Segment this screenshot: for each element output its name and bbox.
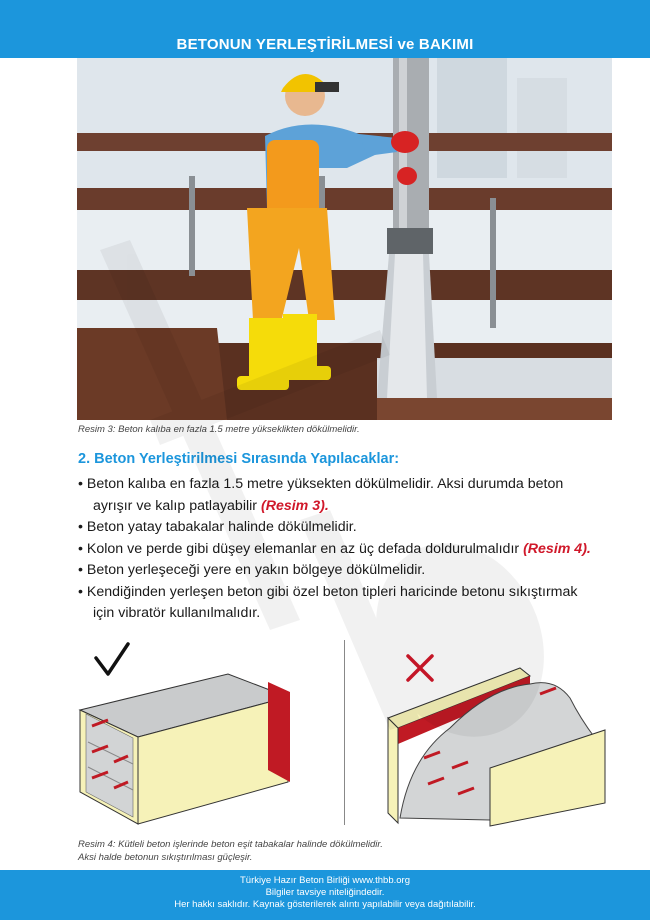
list-item: • Beton yatay tabakalar halinde dökülmelidir. [78,519,357,535]
checkmark-icon [96,644,128,674]
page-footer [0,870,650,920]
cross-icon [408,656,432,680]
page-header [0,0,650,58]
correct-layered-pour-illustration [78,642,340,830]
list-item-continuation: için vibratör kullanılmalıdır. [93,605,261,621]
list-item-continuation: ayrışır ve kalıp patlayabilir (Resim 3). [93,497,329,514]
footer-rights: Her hakkı saklıdır. Kaynak gösterilerek alıntı yapılabilir veya dağıtılabilir. [174,899,476,910]
reference-link: (Resim 4). [523,540,591,557]
list-item: • Kendiğinden yerleşen beton gibi özel beton tipleri haricinde betonu sıkıştırmak [78,583,578,600]
figure-divider [344,640,345,825]
figure-3-caption: Resim 3: Beton kalıba en fazla 1.5 metre yükseklikten dökülmelidir. [78,424,360,435]
reference-link: (Resim 3). [260,497,329,514]
incorrect-pour-illustration [380,648,615,828]
list-item: • Kolon ve perde gibi düşey elemanlar en az üç defada doldurulmalıdır (Resim 4). [78,540,591,557]
footer-disclaimer: Bilgiler tavsiye niteliğindedir. [265,887,385,898]
figure-4-caption: Resim 4: Kütleli beton işlerinde beton eşit tabakalar halinde dökülmelidir. Aksi halde betonun sıkıştırılması güçleşir. [78,839,383,863]
list-item: • Beton kalıba en fazla 1.5 metre yüksekten dökülmelidir. Aksi durumda beton [78,476,564,492]
bullet-list [78,474,623,625]
footer-org: Türkiye Hazır Beton Birliği www.thbb.org [239,875,410,886]
page-title: BETONUN YERLEŞTİRİLMESİ ve BAKIMI [176,36,474,53]
list-item: • Beton yerleşeceği yere en yakın bölgeye dökülmelidir. [78,562,426,578]
worker-pouring-illustration [77,58,612,420]
section-title: 2. Beton Yerleştirilmesi Sırasında Yapılacaklar: [78,451,400,467]
